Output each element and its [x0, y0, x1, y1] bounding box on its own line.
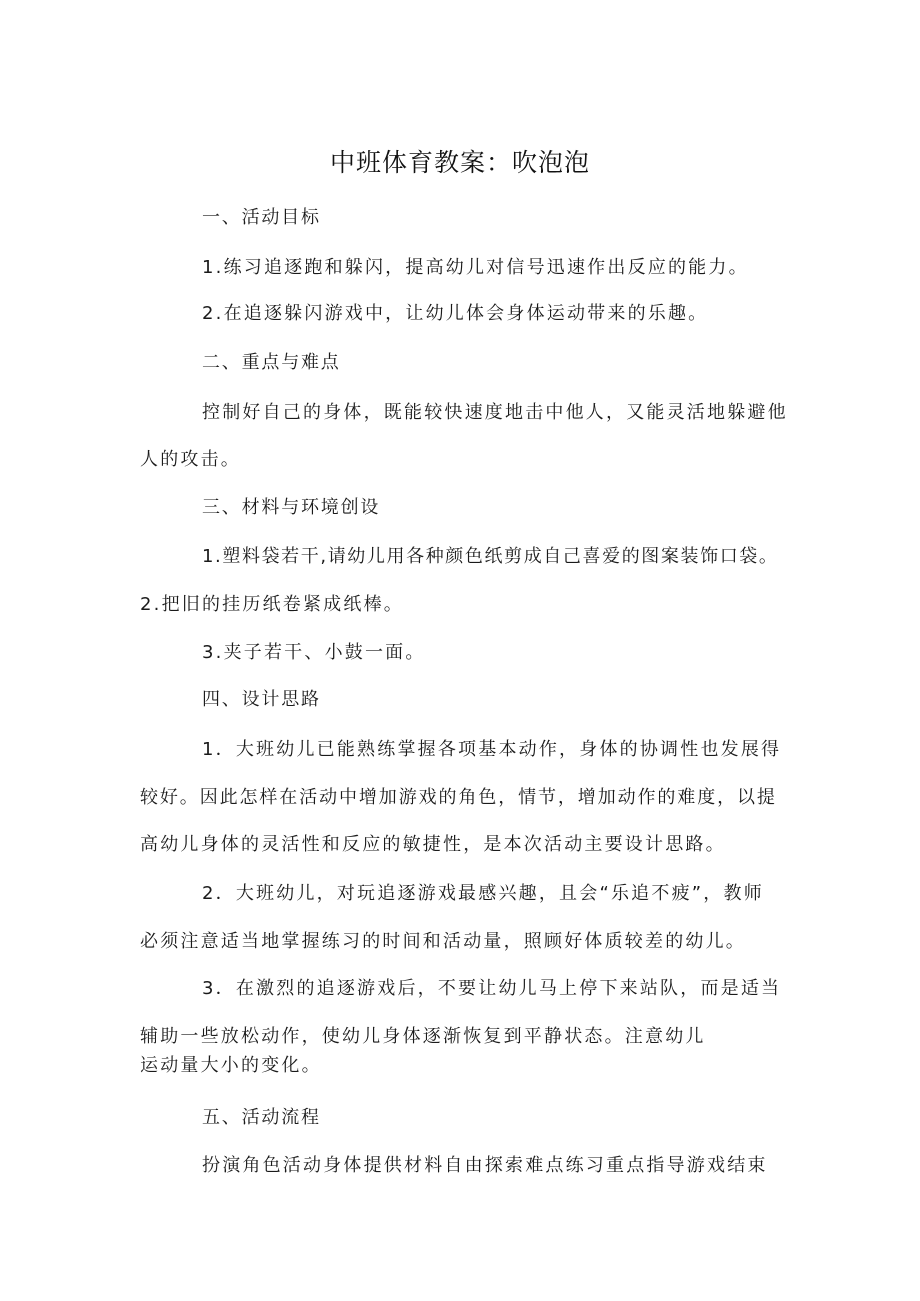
section-heading-key-points: 二、重点与难点: [202, 352, 341, 373]
key-points-text: 控制好自己的身体，既能较快速度地击中他人，又能灵活地躲避他: [202, 402, 788, 423]
materials-item-3: 3.夹子若干、小鼓一面。: [202, 642, 426, 663]
key-points-text-cont: 人的攻击。: [140, 449, 241, 470]
page-title: 中班体育教案：吹泡泡: [329, 148, 590, 177]
design-point-1: 1．大班幼儿已能熟练掌握各项基本动作，身体的协调性也发展得: [202, 739, 782, 760]
goal-item-2: 2.在追逐躲闪游戏中，让幼儿体会身体运动带来的乐趣。: [202, 303, 709, 324]
design-point-3: 3．在激烈的追逐游戏后，不要让幼儿马上停下来站队，而是适当: [202, 978, 782, 999]
design-point-2: 2．大班幼儿，对玩追逐游戏最感兴趣，且会“乐追不疲”，教师: [202, 883, 764, 904]
materials-item-1: 1.塑料袋若干,请幼儿用各种颜色纸剪成自己喜爱的图案装饰口袋。: [202, 546, 779, 567]
goal-item-1: 1.练习追逐跑和躲闪，提高幼儿对信号迅速作出反应的能力。: [202, 257, 749, 278]
design-point-3-cont: 辅助一些放松动作，使幼儿身体逐渐恢复到平静状态。注意幼儿: [140, 1026, 706, 1047]
section-heading-process: 五、活动流程: [202, 1107, 321, 1128]
design-point-2-cont: 必须注意适当地掌握练习的时间和活动量，照顾好体质较差的幼儿。: [140, 931, 746, 952]
design-point-3-cont-2: 运动量大小的变化。: [140, 1055, 322, 1076]
materials-item-2: 2.把旧的挂历纸卷紧成纸棒。: [140, 594, 404, 615]
design-point-1-cont: 较好。因此怎样在活动中增加游戏的角色，情节，增加动作的难度，以提: [140, 787, 777, 808]
section-heading-materials: 三、材料与环境创设: [202, 497, 381, 518]
process-text: 扮演角色活动身体提供材料自由探索难点练习重点指导游戏结束: [202, 1155, 768, 1176]
design-point-1-cont-2: 高幼儿身体的灵活性和反应的敏捷性，是本次活动主要设计思路。: [140, 834, 726, 855]
section-heading-goals: 一、活动目标: [202, 207, 321, 228]
section-heading-design: 四、设计思路: [202, 689, 321, 710]
